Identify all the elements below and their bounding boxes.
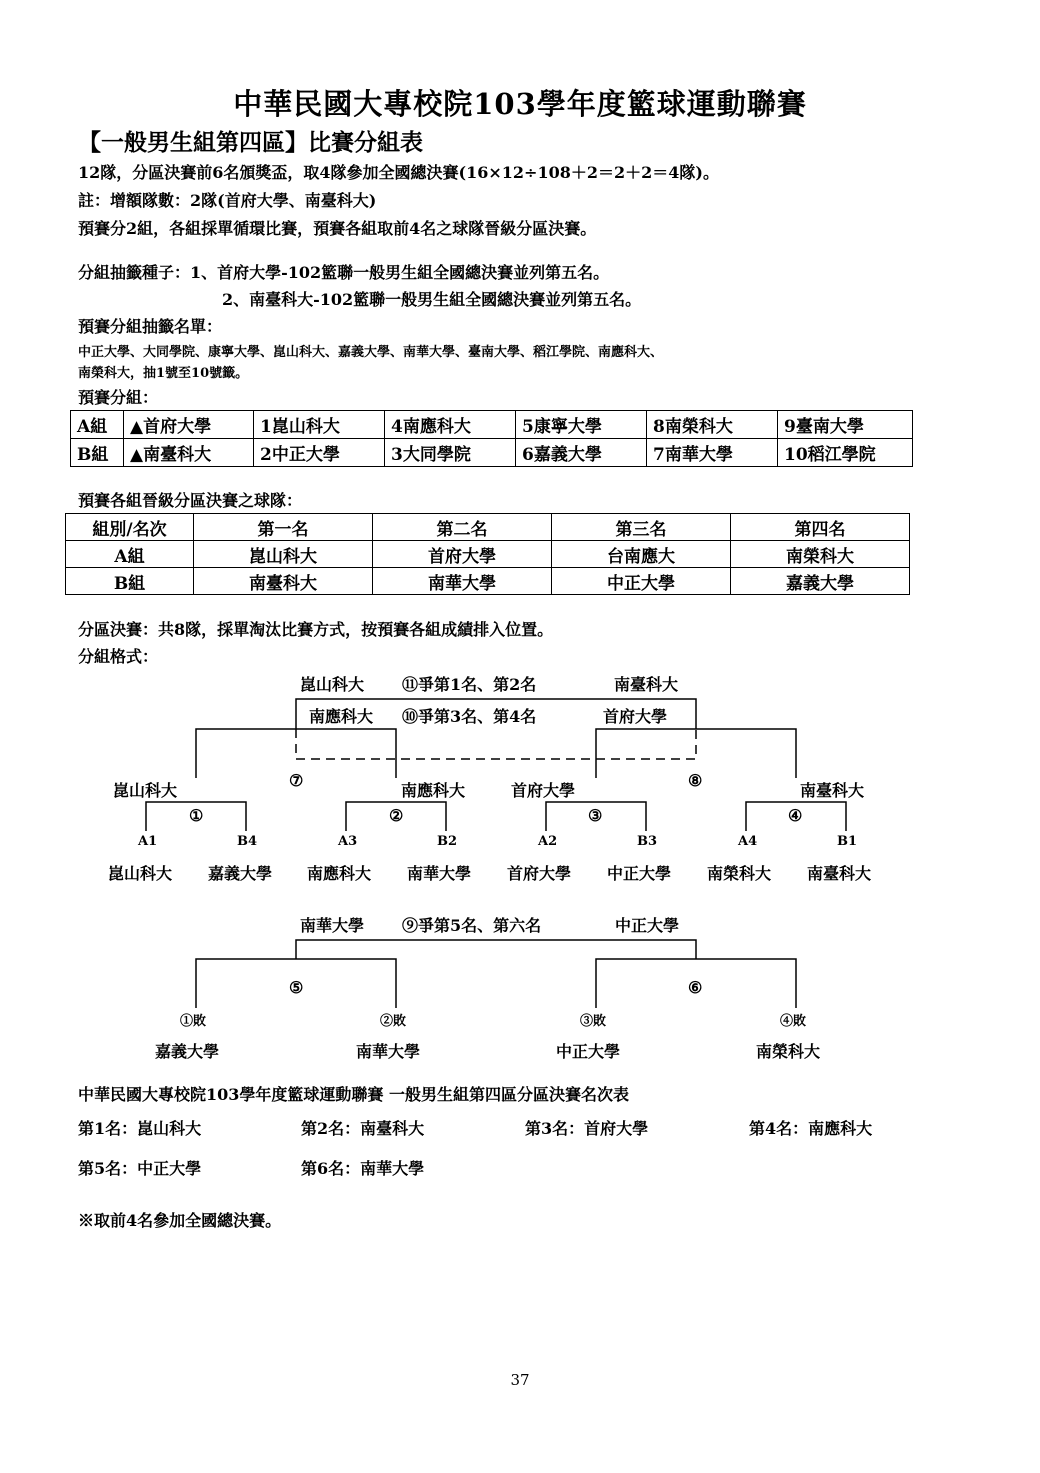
loser-label: ②敗 xyxy=(380,1014,407,1029)
table-cell: 嘉義大學 xyxy=(731,568,910,595)
third-right-team: 首府大學 xyxy=(603,707,668,726)
slot-label: A4 xyxy=(738,834,758,849)
final-match-label: ⑪爭第1名、第2名 xyxy=(402,675,537,694)
slot-label: B3 xyxy=(637,834,658,849)
bracket-team: 南臺科大 xyxy=(807,864,872,883)
rank-5: 第5名：中正大學 xyxy=(78,1159,202,1178)
consolation-right-team: 中正大學 xyxy=(615,916,680,935)
table-cell: 7南華大學 xyxy=(647,439,778,467)
table-cell: A組 xyxy=(66,541,194,568)
consolation-team: 中正大學 xyxy=(556,1042,621,1061)
loser-label: ①敗 xyxy=(180,1014,207,1029)
table-cell: A組 xyxy=(71,411,124,439)
semi-winner: 崑山科大 xyxy=(113,781,178,800)
table-cell: ▲首府大學 xyxy=(124,411,254,439)
semi-winner: 南應科大 xyxy=(401,781,466,800)
table-header: 組別/名次 xyxy=(66,514,194,541)
table-cell: 南榮科大 xyxy=(731,541,910,568)
bracket-team: 南應科大 xyxy=(307,864,372,883)
draw-list-line-1: 中正大學、大同學院、康寧大學、崑山科大、嘉義大學、南華大學、臺南大學、稻江學院、南應科大、 xyxy=(78,345,664,360)
slot-label: B2 xyxy=(437,834,458,849)
qf-label-2: ② xyxy=(389,806,404,825)
format-label: 分組格式： xyxy=(78,647,159,666)
rank-3: 第3名：首府大學 xyxy=(525,1119,649,1138)
table-cell: 4南應科大 xyxy=(385,411,516,439)
consolation-label-6: ⑥ xyxy=(688,978,703,997)
table-cell: 南臺科大 xyxy=(194,568,373,595)
table-cell: 台南應大 xyxy=(552,541,731,568)
group-label: 預賽分組： xyxy=(78,388,159,407)
table-cell: 崑山科大 xyxy=(194,541,373,568)
bracket-team: 中正大學 xyxy=(607,864,672,883)
seed-line-2: 2、南臺科大-102籃聯一般男生組全國總決賽並列第五名。 xyxy=(222,290,642,309)
final-desc: 分區決賽：共8隊，採單淘汰比賽方式，按預賽各組成績排入位置。 xyxy=(78,620,554,639)
results-note: ※取前4名參加全國總決賽。 xyxy=(78,1211,282,1230)
consolation-team: 嘉義大學 xyxy=(155,1042,220,1061)
table-header: 第二名 xyxy=(373,514,552,541)
qf-label-3: ③ xyxy=(588,806,603,825)
advance-label: 預賽各組晉級分區決賽之球隊： xyxy=(78,491,303,510)
draw-list-line-2: 南榮科大，抽1號至10號籤。 xyxy=(78,366,249,381)
page-number: 37 xyxy=(510,1371,530,1389)
bracket-team: 嘉義大學 xyxy=(208,864,273,883)
consolation-label-5: ⑤ xyxy=(289,978,304,997)
intro-line-2: 註：增額隊數：2隊(首府大學、南臺科大) xyxy=(78,191,377,210)
rank-1: 第1名：崑山科大 xyxy=(78,1119,202,1138)
table-header: 第四名 xyxy=(731,514,910,541)
final-right-team: 南臺科大 xyxy=(614,675,679,694)
consolation-team: 南榮科大 xyxy=(756,1042,821,1061)
consolation-left-team: 南華大學 xyxy=(300,916,365,935)
results-title: 中華民國大專校院103學年度籃球運動聯賽 一般男生組第四區分區決賽名次表 xyxy=(78,1085,629,1104)
table-cell: 8南榮科大 xyxy=(647,411,778,439)
rank-6: 第6名：南華大學 xyxy=(301,1159,425,1178)
bracket-team: 南華大學 xyxy=(407,864,472,883)
table-cell: 1崑山科大 xyxy=(254,411,385,439)
final-left-team: 崑山科大 xyxy=(300,675,365,694)
slot-label: A1 xyxy=(138,834,158,849)
slot-label: A3 xyxy=(338,834,358,849)
slot-label: A2 xyxy=(538,834,558,849)
qf-label-4: ④ xyxy=(788,806,803,825)
rank-4: 第4名：南應科大 xyxy=(749,1119,873,1138)
table-header: 第三名 xyxy=(552,514,731,541)
bracket-team: 崑山科大 xyxy=(108,864,173,883)
loser-label: ③敗 xyxy=(580,1014,607,1029)
table-cell: 10稻江學院 xyxy=(778,439,913,467)
slot-label: B4 xyxy=(237,834,258,849)
loser-label: ④敗 xyxy=(780,1014,807,1029)
consolation-team: 南華大學 xyxy=(356,1042,421,1061)
semi-winner: 首府大學 xyxy=(511,781,576,800)
rank-2: 第2名：南臺科大 xyxy=(301,1119,425,1138)
slot-label: B1 xyxy=(837,834,858,849)
table-cell: 6嘉義大學 xyxy=(516,439,647,467)
bracket-team: 首府大學 xyxy=(507,864,572,883)
table-cell: 南華大學 xyxy=(373,568,552,595)
page-title: 中華民國大專校院103學年度籃球運動聯賽 xyxy=(233,87,807,121)
draw-list-label: 預賽分組抽籤名單： xyxy=(78,317,223,336)
third-match-label: ⑩爭第3名、第4名 xyxy=(402,707,537,726)
page-subtitle: 【一般男生組第四區】比賽分組表 xyxy=(78,129,423,156)
semi-winner: 南臺科大 xyxy=(800,781,865,800)
semi-label-8: ⑧ xyxy=(688,771,703,790)
table-cell: ▲南臺科大 xyxy=(124,439,254,467)
bracket-team: 南榮科大 xyxy=(707,864,772,883)
table-cell: B組 xyxy=(66,568,194,595)
consolation-match-label: ⑨爭第5名、第六名 xyxy=(402,916,542,935)
intro-line-3: 預賽分2組，各組採單循環比賽，預賽各組取前4名之球隊晉級分區決賽。 xyxy=(78,219,597,238)
table-cell: 2中正大學 xyxy=(254,439,385,467)
table-header: 第一名 xyxy=(194,514,373,541)
table-cell: 3大同學院 xyxy=(385,439,516,467)
semi-label-7: ⑦ xyxy=(289,771,304,790)
table-cell: 中正大學 xyxy=(552,568,731,595)
table-cell: 9臺南大學 xyxy=(778,411,913,439)
table-cell: 5康寧大學 xyxy=(516,411,647,439)
intro-line-1: 12隊，分區決賽前6名頒獎盃，取4隊參加全國總決賽(16×12÷108＋2＝2＋2＝4隊)。 xyxy=(78,163,719,182)
qf-label-1: ① xyxy=(189,806,204,825)
seed-line-1: 分組抽籤種子：1、首府大學-102籃聯一般男生組全國總決賽並列第五名。 xyxy=(78,263,610,282)
table-cell: B組 xyxy=(71,439,124,467)
third-left-team: 南應科大 xyxy=(309,707,374,726)
table-cell: 首府大學 xyxy=(373,541,552,568)
